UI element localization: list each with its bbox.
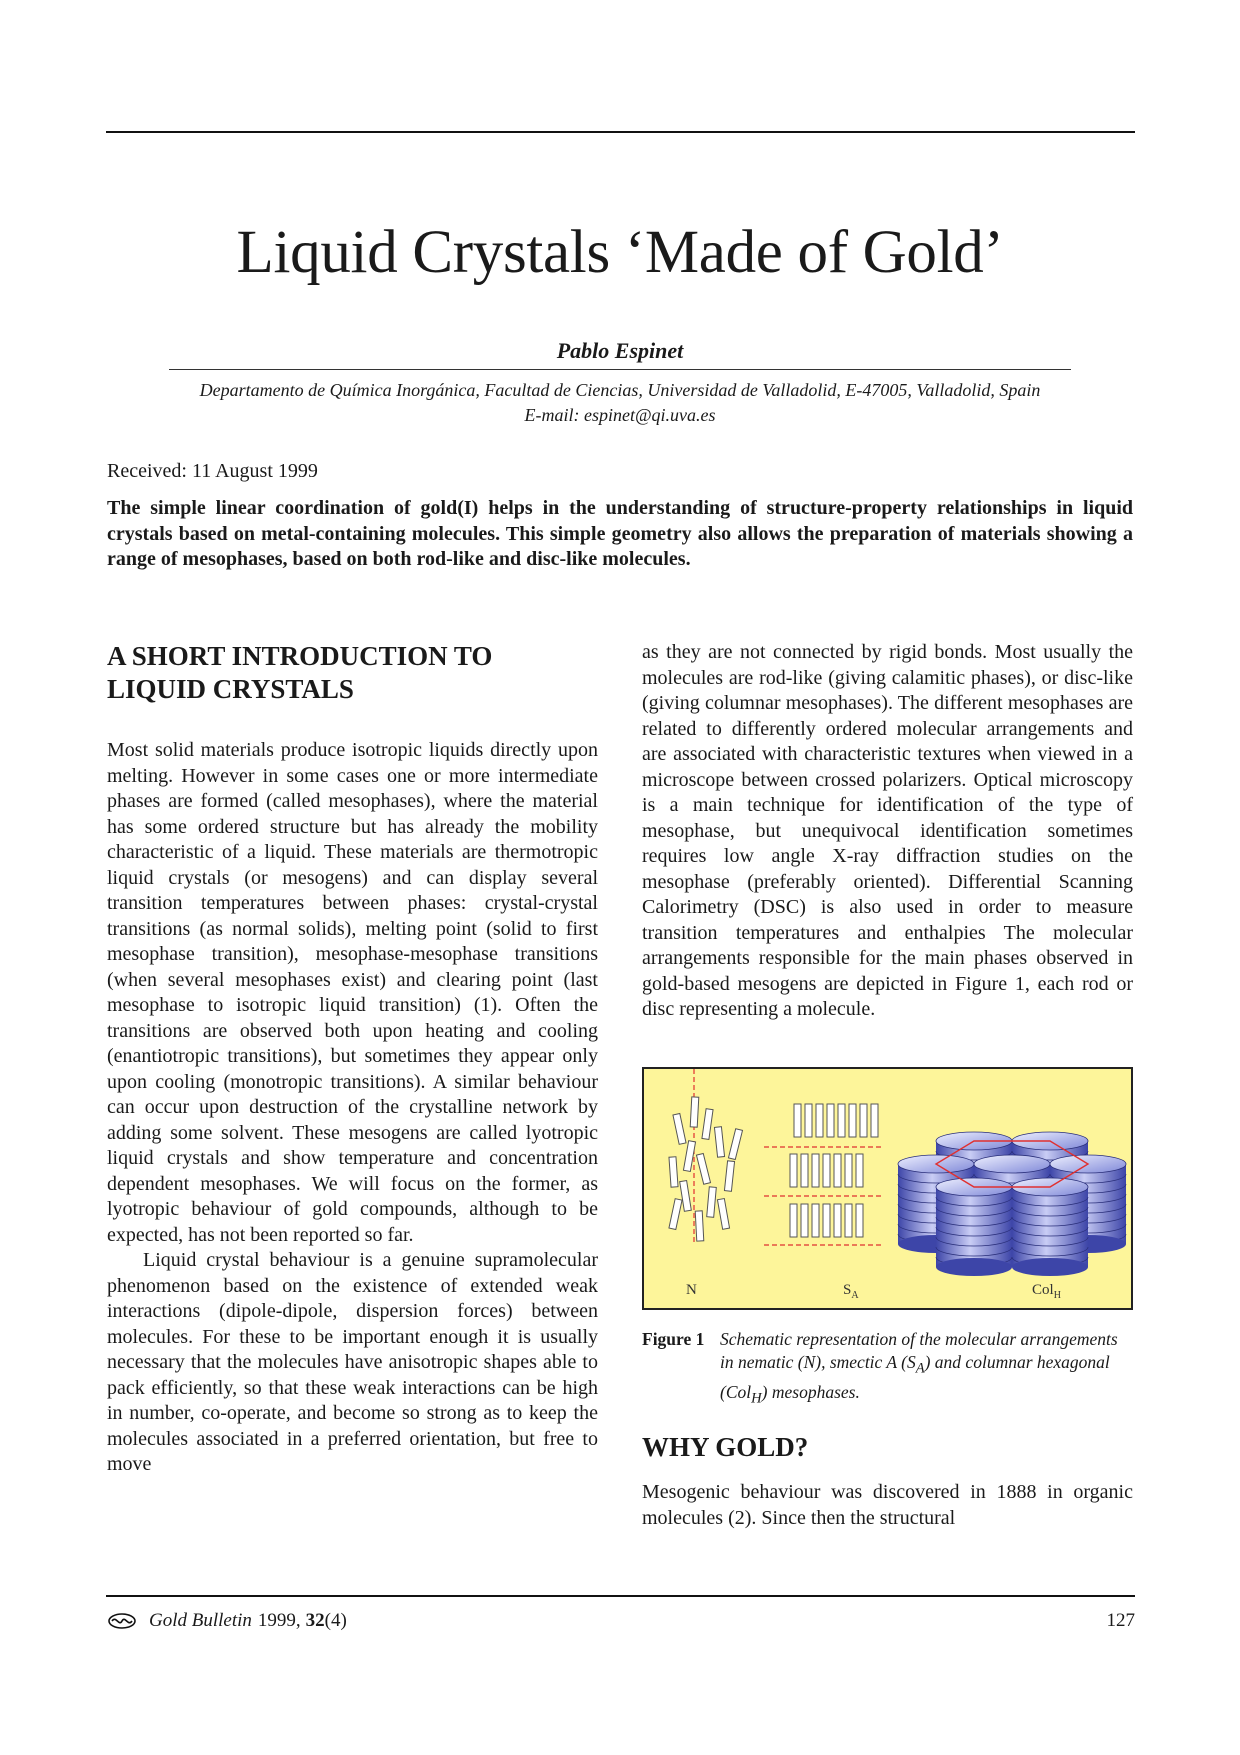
label-columnar-sub: H [1053,1290,1061,1301]
intro-paragraph-1: Most solid materials produce isotropic liquids directly upon melting. However in some cases one or more intermediate phases are formed (called mesophases), where the material has some ordered structure but has already the mobility characteristic of a liquid. These materials are thermotropic liquid crystals (or mesogens) and can display several transition temperatures between phases: crystal-crystal transitions (as normal solids), melting point (solid to first mesophase transition), mesophase-mesophase transitions (when several mesophases exist) and clearing point (last mesophase to isotropic liquid transition) (1). Often the transitions are observed both upon heating and cooling (enantiotropic transitions), but sometimes they appear only upon cooling (monotropic transitions). A similar behaviour can occur upon destruction of the crystalline network by adding some solvent. These mesogens are called lyotropic liquid crystals and show temperature and concentration dependent mesophases. We will focus on the former, as lyotropic behaviour of gold compounds, although to be expected, has not been reported so far. [107,739,598,1246]
journal-name: Gold Bulletin [149,1610,252,1631]
right-column [642,640,1133,1023]
why-gold-paragraph: Mesogenic behaviour was discovered in 1888 in organic molecules (2). Since then the structural [642,1481,1133,1529]
journal-issue: (4) [324,1610,347,1631]
smectic-a-diagram [764,1104,884,1245]
caption-text-part-3: ) mesophases. [761,1381,860,1402]
caption-sub-2: H [751,1390,762,1406]
left-column [107,640,598,1478]
section-heading-why-gold: WHY GOLD? [642,1432,809,1462]
disc-column [1012,1178,1088,1276]
disc-column [936,1178,1012,1276]
bottom-rule [106,1595,1135,1597]
abstract: The simple linear coordination of gold(I) helps in the understanding of structure-property relationships in liquid crystals based on metal-containing molecules. This simple geometry also allows the preparation of materials showing a range of mesophases, based on both rod-like and disc-like molecules. [107,497,1133,570]
journal-year: 1999, [257,1610,301,1631]
section-heading-intro [107,640,598,706]
journal-logo-icon [107,1612,137,1630]
journal-volume: 32 [305,1610,325,1631]
footer-journal [107,1610,347,1632]
figure-1-illustration [644,1069,1131,1308]
section-heading-line-2: LIQUID CRYSTALS [107,674,354,704]
article-title: Liquid Crystals ‘Made of Gold’ [236,219,1004,286]
author-rule [169,369,1071,370]
received-date: Received: 11 August 1999 [107,460,318,482]
columnar-hexagonal-diagram [898,1132,1126,1276]
label-columnar-main: Col [1032,1282,1054,1298]
label-columnar [1032,1282,1061,1301]
intro-paragraph-2: Liquid crystal behaviour is a genuine supramolecular phenomenon based on the existence of extended weak interactions (dipole-dipole, dispersion forces) between molecules. For these to be important enough it is usually necessary that the molecules have anisotropic shapes able to pack efficiently, so that these weak interactions can be high in number, co-operate, and become so strong as to keep the molecules associated in a preferred orientation, but free to move [107,1249,598,1475]
email[interactable]: E-mail: espinet@qi.uva.es [524,405,716,425]
figure-1-caption [642,1328,1133,1410]
page-number: 127 [1106,1610,1135,1631]
label-smectic-a-main: S [843,1282,852,1298]
caption-text-part-1: Schematic representation of the molecular arrangements in nematic (N), smectic A (S [720,1329,1118,1372]
caption-sub-1: A [915,1360,925,1377]
intro-paragraph-3: as they are not connected by rigid bonds. Most usually the molecules are rod-like (giving calamitic phases), or disc-like (giving columnar mesophases). The different mesophases are related to differently ordered molecular arrangements and are associated with characteristic textures when viewed in a microscope between crossed polarizers. Optical microscopy is a main technique for identification of the type of mesophase, but unequivocal identification sometimes requires low angle X-ray diffraction studies on the mesophase (preferably oriented). Differential Scanning Calorimetry (DSC) is also used in order to measure transition temperatures and enthalpies The molecular arrangements responsible for the main phases observed in gold-based mesogens are depicted in Figure 1, each rod or disc representing a molecule. [642,641,1133,1020]
label-smectic-a [843,1282,859,1301]
affiliation: Departamento de Química Inorgánica, Facultad de Ciencias, Universidad de Valladolid, E-47005, Valladolid, Spain [199,380,1041,400]
nematic-diagram [669,1069,743,1244]
label-nematic: N [686,1282,697,1298]
figure-1-panel [642,1067,1133,1310]
caption-label: Figure 1 [642,1329,705,1349]
author-name: Pablo Espinet [556,338,684,363]
affiliation-block [0,378,1240,428]
top-rule [106,131,1135,133]
label-smectic-a-sub: A [851,1290,859,1301]
section-heading-line-1: A SHORT INTRODUCTION TO [107,641,493,671]
caption-text [720,1328,1133,1410]
caption-text-part-2: ) and columnar hexagonal (Col [720,1352,1110,1402]
